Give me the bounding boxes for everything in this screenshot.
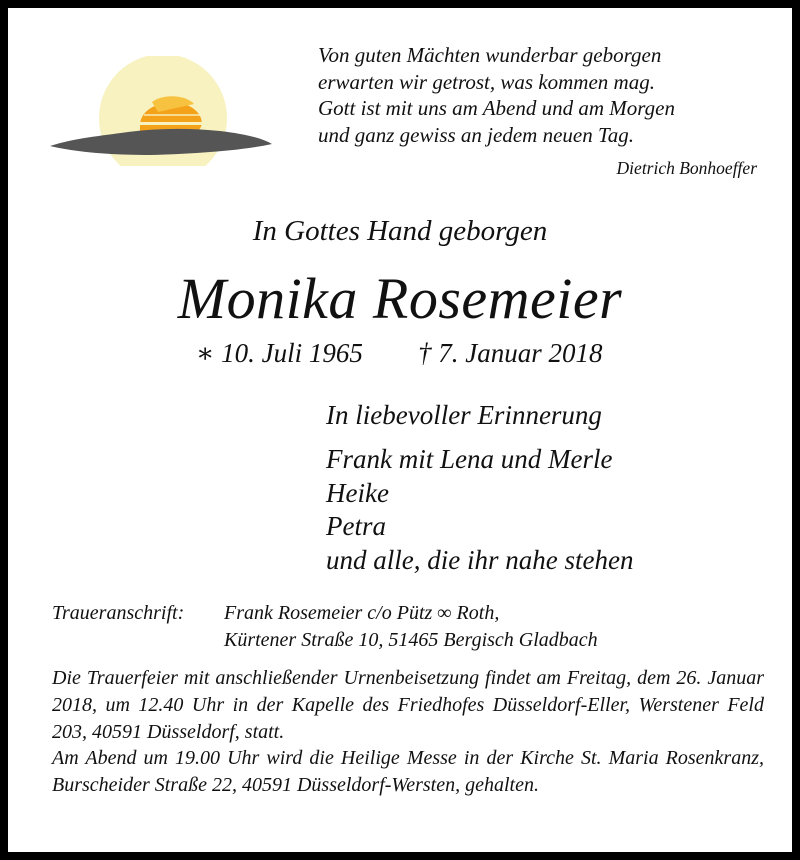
deceased-name: Monika Rosemeier [177, 266, 623, 331]
death-date: † 7. Januar 2018 [418, 338, 603, 368]
poem-line: erwarten wir getrost, was kommen mag. [318, 69, 655, 94]
mourner-item: und alle, die ihr nahe stehen [326, 544, 634, 575]
poem-line: Von guten Mächten wunderbar geborgen [318, 43, 662, 67]
birth-date: ∗ 10. Juli 1965 [196, 338, 363, 368]
life-dates [196, 338, 696, 369]
funeral-service-text: Die Trauerfeier mit anschließender Urnenbeisetzung findet am Freitag, dem 26. Januar 2018, um 12.40 Uhr in der Kapelle des Friedhofes Düsseldorf-Eller, Werstener Feld 203, 40591 Düsseldorf, statt. [52, 667, 764, 743]
mourners-list [326, 443, 633, 577]
sunset-icon [40, 56, 280, 166]
motto-heading: In Gottes Hand geborgen [252, 215, 548, 247]
address-line-1: Frank Rosemeier c/o Pütz ∞ Roth, [224, 602, 500, 624]
poem [318, 42, 778, 148]
poem-line: und ganz gewiss an jedem neuen Tag. [318, 122, 634, 147]
address-line-2: Kürtener Straße 10, 51465 Bergisch Gladbach [224, 629, 598, 651]
address-label: Traueranschrift: [52, 602, 185, 624]
funeral-notice [52, 665, 764, 799]
mourner-item: Petra [326, 511, 386, 541]
poem-line: Gott ist mit uns am Abend und am Morgen [318, 96, 675, 120]
mass-text: Am Abend um 19.00 Uhr wird die Heilige Messe in der Kirche St. Maria Rosenkranz, Burscheider Straße 22, 40591 Düsseldorf-Wersten, gehalten. [52, 747, 764, 797]
mourner-item: Heike [326, 477, 389, 508]
memory-line: In liebevoller Erinnerung [326, 400, 602, 430]
poem-author: Dietrich Bonhoeffer [616, 158, 757, 178]
mourner-item: Frank mit Lena und Merle [326, 444, 613, 474]
mourning-address [52, 600, 598, 654]
